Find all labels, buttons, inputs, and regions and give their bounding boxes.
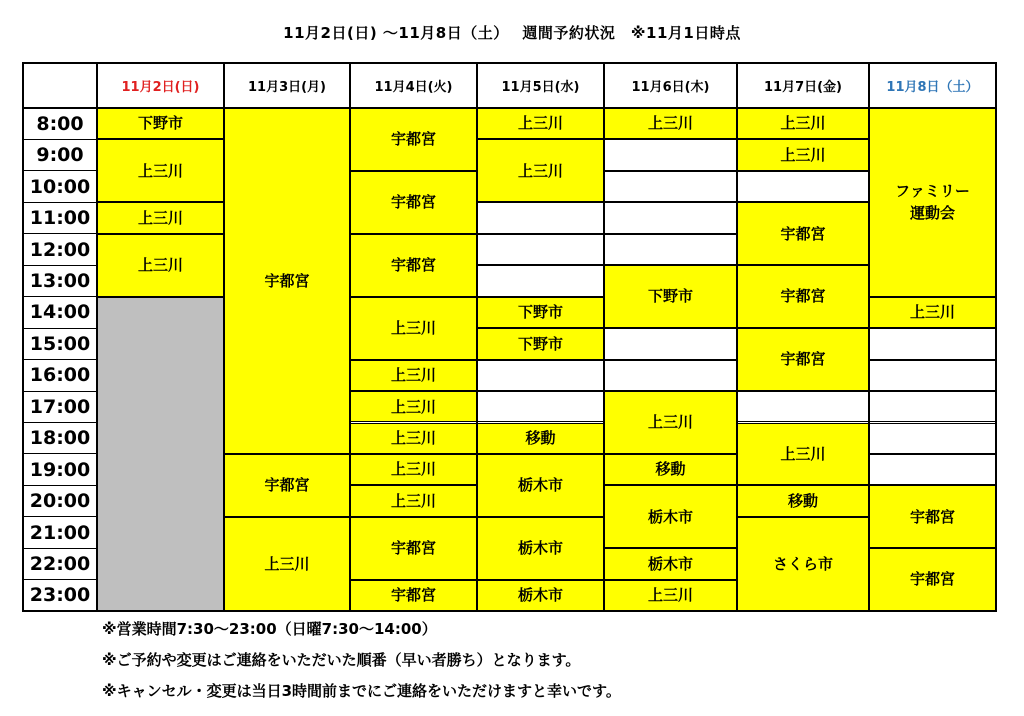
time-label: 21:00	[29, 521, 91, 544]
booking-slot: 上三川	[350, 485, 477, 516]
booking-slot: 宇都宮	[737, 202, 869, 265]
time-label: 22:00	[29, 553, 91, 576]
booking-slot: 栃木市	[604, 485, 737, 548]
grid-line	[23, 453, 97, 454]
open-slot[interactable]	[869, 328, 996, 359]
booking-slot: 上三川	[477, 108, 604, 139]
grid-line	[23, 328, 97, 329]
booking-slot: 上三川	[604, 580, 737, 611]
booking-slot: 栃木市	[477, 580, 604, 611]
booking-slot: 上三川	[350, 297, 477, 360]
grid-line	[868, 63, 870, 611]
grid-line	[23, 391, 97, 392]
day-header-2: 11月3日(月)	[247, 80, 327, 95]
booking-slot: 上三川	[224, 517, 350, 611]
booking-slot: 上三川	[477, 139, 604, 202]
booking-slot: 移動	[737, 485, 869, 516]
open-slot[interactable]	[604, 139, 737, 170]
booking-slot: 上三川	[350, 423, 477, 454]
open-slot[interactable]	[869, 360, 996, 391]
time-label: 12:00	[29, 238, 91, 261]
booking-slot: 宇都宮	[350, 171, 477, 234]
grid-line	[23, 579, 97, 580]
note-booking-order: ※ご予約や変更はご連絡をいただいた順番（早い者勝ち）となります。	[102, 651, 581, 669]
time-label: 19:00	[29, 458, 91, 481]
grid-line	[23, 139, 97, 140]
grid-line	[223, 63, 225, 611]
grid-line	[23, 170, 97, 171]
day-header-3: 11月4日(火)	[374, 80, 453, 95]
booking-slot: 移動	[604, 454, 737, 485]
booking-slot: 下野市	[604, 265, 737, 328]
booking-slot: 上三川	[604, 108, 737, 139]
grid-line	[23, 422, 97, 423]
open-slot[interactable]	[604, 171, 737, 202]
time-label: 16:00	[29, 364, 91, 387]
grid-line	[23, 265, 97, 266]
booking-slot: 上三川	[869, 297, 996, 328]
day-header-1: 11月2日(日)	[121, 80, 200, 95]
open-slot[interactable]	[477, 202, 604, 233]
booking-slot: 上三川	[350, 454, 477, 485]
day-header-7: 11月8日（土）	[886, 80, 979, 95]
booking-slot: 上三川	[604, 391, 737, 454]
day-header-6: 11月7日(金)	[763, 80, 843, 95]
grid-line	[22, 63, 24, 611]
grid-line	[23, 516, 97, 517]
grid-line	[23, 233, 97, 234]
booking-slot: 宇都宮	[350, 517, 477, 580]
grid-line	[995, 63, 997, 611]
time-label: 18:00	[29, 427, 91, 450]
note-cancellation: ※キャンセル・変更は当日3時間前までにご連絡をいただけますと幸いです。	[102, 682, 621, 700]
grid-line	[603, 63, 605, 611]
grid-line	[96, 63, 98, 611]
booking-slot: 宇都宮	[350, 234, 477, 297]
booking-slot: 宇都宮	[224, 454, 350, 517]
booking-slot: 宇都宮	[737, 265, 869, 328]
booking-slot: 宇都宮	[737, 328, 869, 391]
grid-line	[22, 107, 997, 109]
open-slot[interactable]	[737, 391, 869, 422]
note-business-hours: ※営業時間7:30～23:00（日曜7:30～14:00）	[102, 620, 437, 638]
day-header-4: 11月5日(水)	[501, 80, 580, 95]
open-slot[interactable]	[604, 202, 737, 233]
grid-line	[22, 62, 997, 64]
time-label: 20:00	[29, 490, 91, 513]
booking-slot: 栃木市	[604, 548, 737, 579]
booking-slot: 上三川	[737, 423, 869, 486]
booking-slot: 宇都宮	[350, 580, 477, 611]
grid-line	[22, 610, 997, 612]
booking-slot: 上三川	[737, 108, 869, 139]
booking-slot: 上三川	[737, 139, 869, 170]
open-slot[interactable]	[477, 234, 604, 265]
booking-slot: 移動	[477, 423, 604, 454]
time-label: 23:00	[29, 584, 91, 607]
grid-line	[23, 485, 97, 486]
time-label: 13:00	[29, 269, 91, 292]
booking-slot: 上三川	[97, 139, 224, 202]
open-slot[interactable]	[477, 360, 604, 391]
time-label: 14:00	[29, 301, 91, 324]
booking-slot: 下野市	[477, 297, 604, 328]
open-slot[interactable]	[869, 454, 996, 485]
open-slot[interactable]	[869, 391, 996, 422]
booking-slot: 下野市	[477, 328, 604, 359]
booking-slot: 宇都宮	[350, 108, 477, 171]
closed-slot	[97, 297, 224, 612]
open-slot[interactable]	[477, 265, 604, 296]
booking-slot: 上三川	[97, 234, 224, 297]
booking-slot: 上三川	[350, 391, 477, 422]
booking-slot: 栃木市	[477, 517, 604, 580]
booking-slot: 栃木市	[477, 454, 604, 517]
time-label: 17:00	[29, 395, 91, 418]
booking-slot: 上三川	[97, 202, 224, 233]
grid-line	[23, 296, 97, 297]
time-label: 9:00	[36, 144, 84, 167]
day-header-5: 11月6日(木)	[631, 80, 710, 95]
open-slot[interactable]	[869, 423, 996, 454]
booking-slot: さくら市	[737, 517, 869, 611]
open-slot[interactable]	[604, 360, 737, 391]
page-title: 11月2日(日) ～11月8日（土） 週間予約状況 ※11月1日時点	[283, 24, 741, 42]
booking-slot: 下野市	[97, 108, 224, 139]
grid-line	[736, 63, 738, 611]
booking-slot: 宇都宮	[224, 108, 350, 454]
booking-slot: 上三川	[350, 360, 477, 391]
open-slot[interactable]	[604, 234, 737, 265]
open-slot[interactable]	[604, 328, 737, 359]
booking-slot: 宇都宮	[869, 548, 996, 611]
grid-line	[476, 63, 478, 611]
booking-slot: 宇都宮	[869, 485, 996, 548]
grid-line	[23, 359, 97, 360]
open-slot[interactable]	[737, 171, 869, 202]
time-label: 10:00	[29, 175, 91, 198]
time-label: 8:00	[36, 112, 84, 135]
booking-slot: ファミリー 運動会	[869, 108, 996, 297]
grid-line	[349, 63, 351, 611]
open-slot[interactable]	[477, 391, 604, 422]
time-label: 15:00	[29, 332, 91, 355]
grid-line	[23, 548, 97, 549]
grid-line	[23, 202, 97, 203]
time-label: 11:00	[29, 207, 91, 230]
